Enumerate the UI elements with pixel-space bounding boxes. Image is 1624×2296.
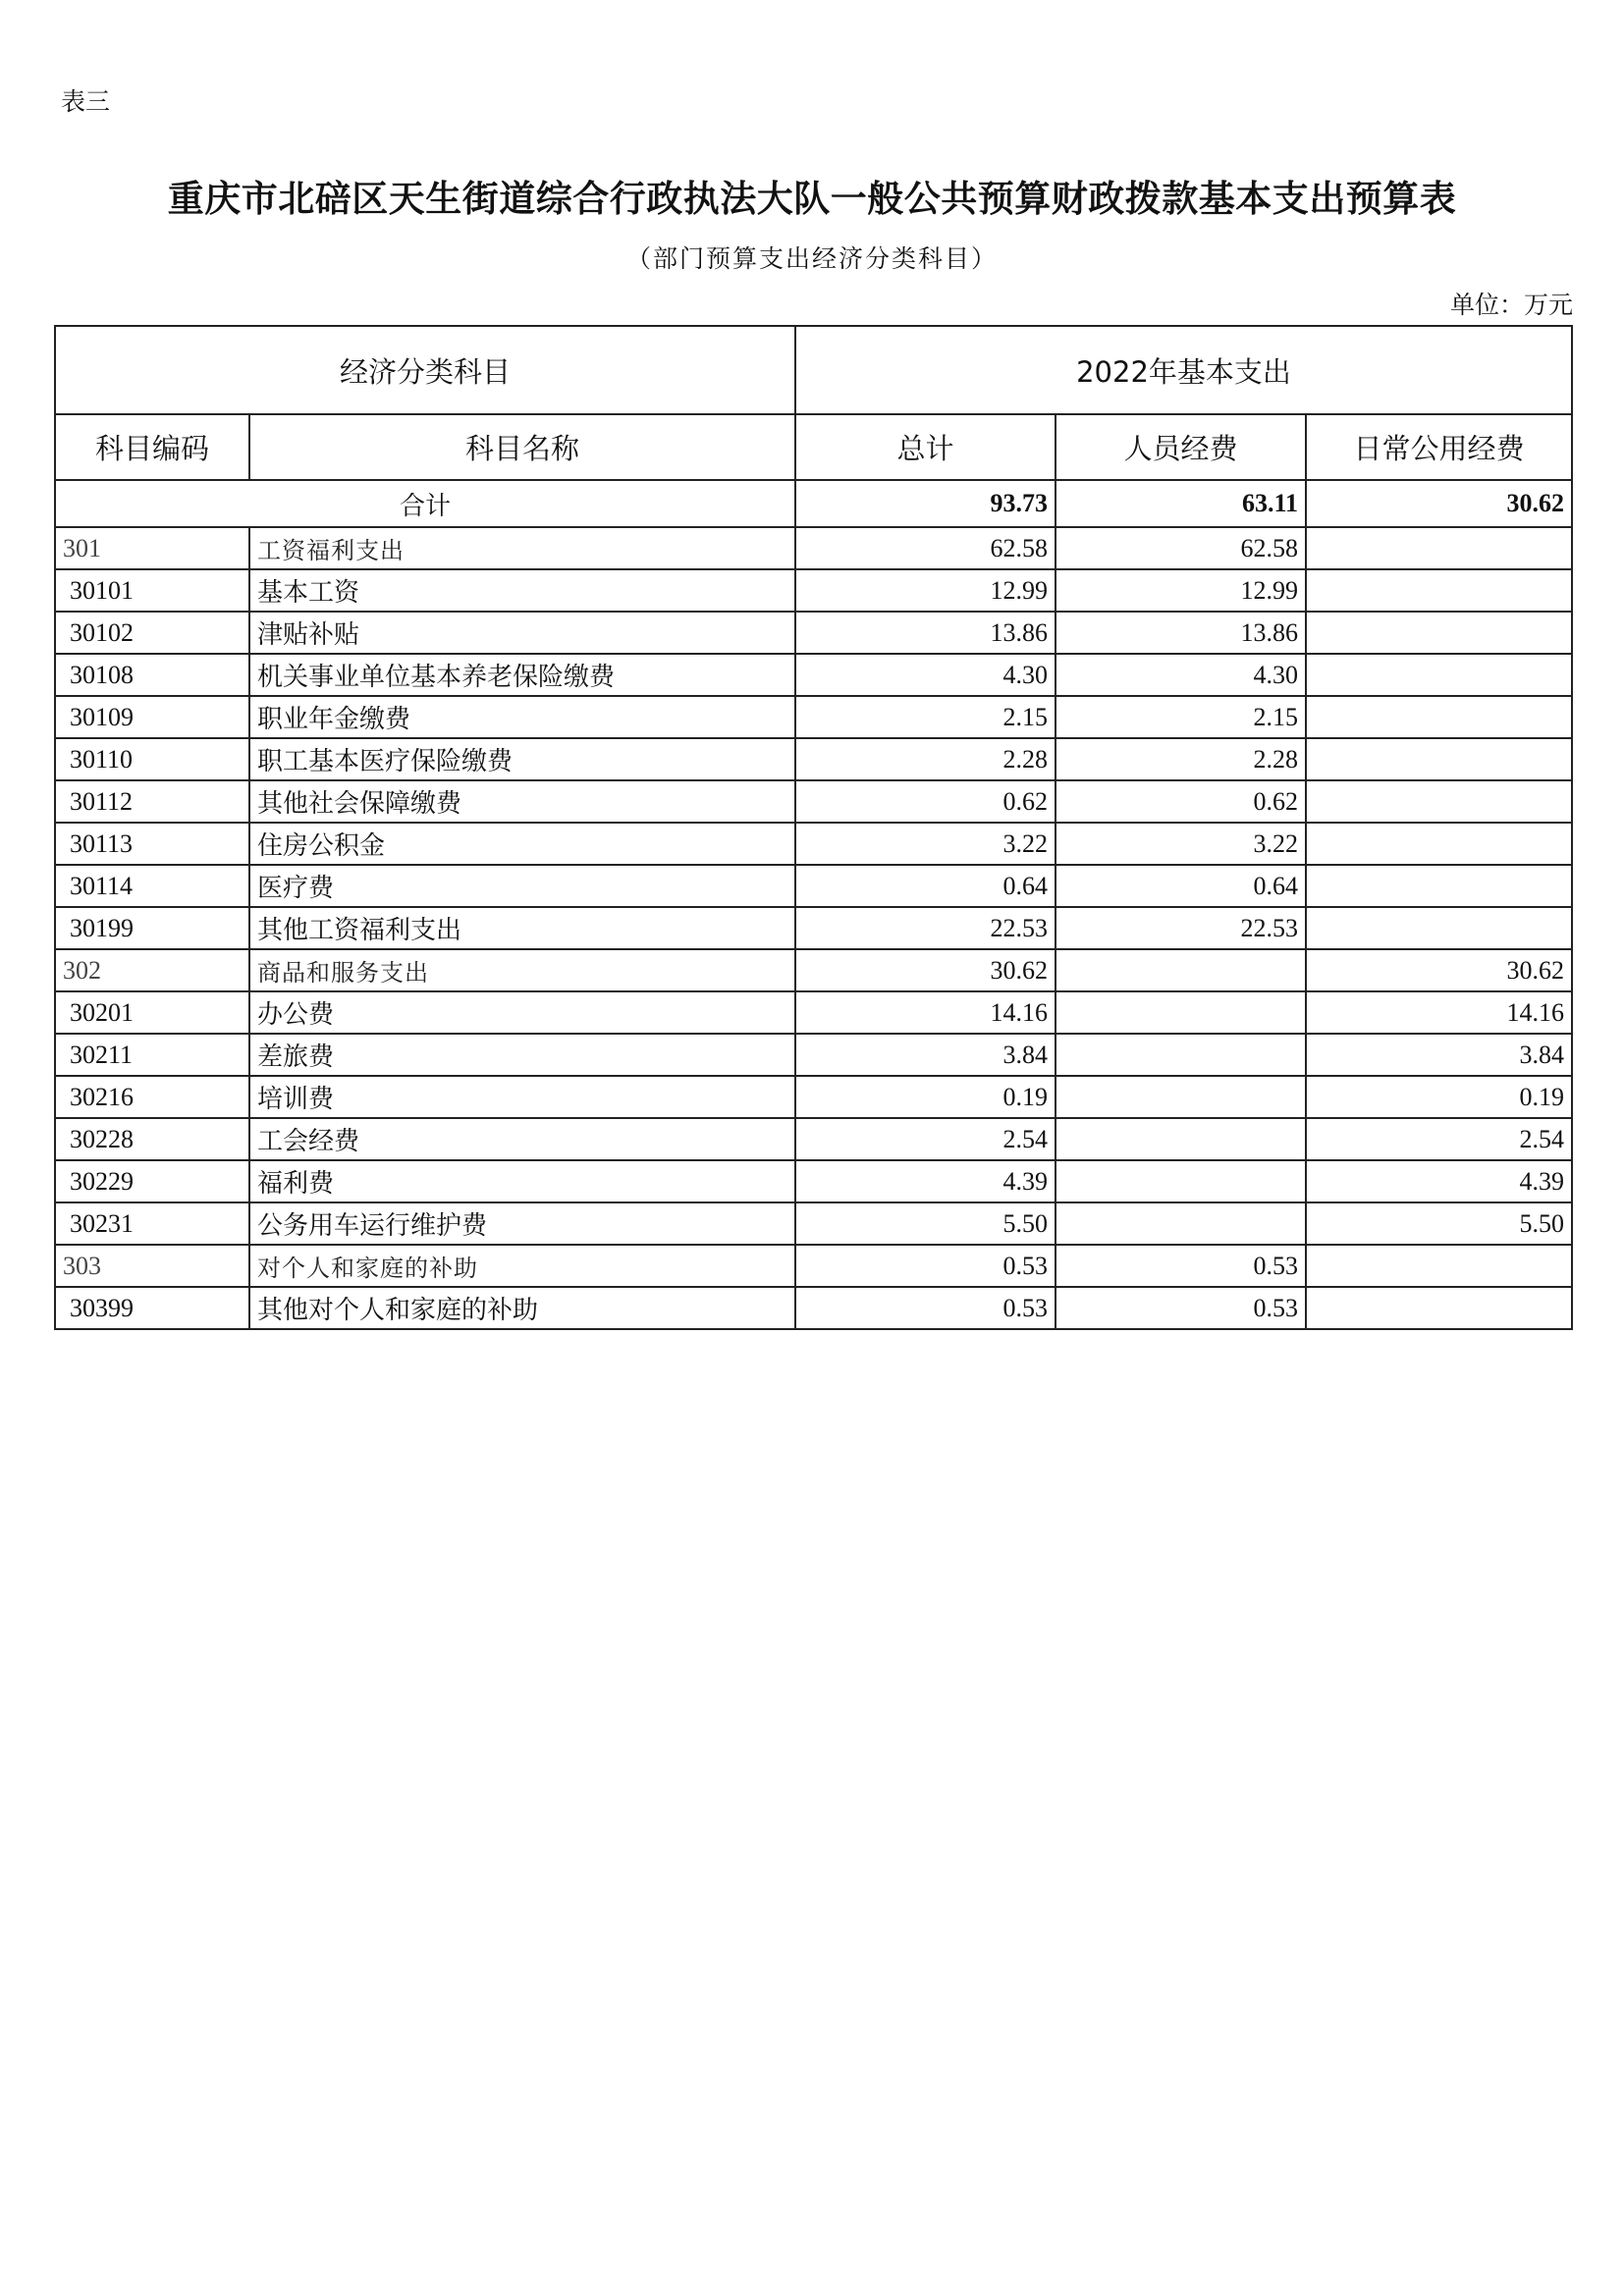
table-row [55, 991, 1572, 1034]
total-public: 30.62 [1306, 480, 1572, 527]
total-personnel: 63.11 [1056, 480, 1306, 527]
row-personnel [1056, 1202, 1306, 1245]
row-code: 30108 [55, 654, 249, 696]
row-name: 其他工资福利支出 [249, 907, 795, 949]
row-personnel [1056, 1076, 1306, 1118]
row-code: 301 [55, 527, 249, 569]
row-name: 津贴补贴 [249, 612, 795, 654]
row-name: 对个人和家庭的补助 [249, 1245, 795, 1287]
row-public [1306, 1245, 1572, 1287]
column-header-total: 总计 [795, 414, 1056, 480]
row-personnel: 0.53 [1056, 1287, 1306, 1329]
row-personnel [1056, 1034, 1306, 1076]
row-personnel [1056, 991, 1306, 1034]
table-row [55, 654, 1572, 696]
table-row [55, 738, 1572, 780]
row-total: 30.62 [795, 949, 1056, 991]
row-code: 303 [55, 1245, 249, 1287]
group-header-row [55, 326, 1572, 414]
row-personnel: 0.64 [1056, 865, 1306, 907]
row-name: 商品和服务支出 [249, 949, 795, 991]
total-label: 合计 [55, 480, 795, 527]
row-name: 办公费 [249, 991, 795, 1034]
row-total: 0.53 [795, 1287, 1056, 1329]
row-total: 0.62 [795, 780, 1056, 823]
column-header-public: 日常公用经费 [1306, 414, 1572, 480]
table-row [55, 865, 1572, 907]
row-code: 30112 [55, 780, 249, 823]
row-total: 14.16 [795, 991, 1056, 1034]
table-row [55, 1202, 1572, 1245]
row-public: 4.39 [1306, 1160, 1572, 1202]
row-public [1306, 823, 1572, 865]
row-personnel: 22.53 [1056, 907, 1306, 949]
row-personnel: 4.30 [1056, 654, 1306, 696]
row-public [1306, 780, 1572, 823]
row-code: 30199 [55, 907, 249, 949]
row-public: 14.16 [1306, 991, 1572, 1034]
row-name: 基本工资 [249, 569, 795, 612]
column-header-name: 科目名称 [249, 414, 795, 480]
row-public [1306, 738, 1572, 780]
row-public [1306, 907, 1572, 949]
row-total: 13.86 [795, 612, 1056, 654]
column-header-row [55, 414, 1572, 480]
table-row [55, 907, 1572, 949]
column-header-personnel: 人员经费 [1056, 414, 1306, 480]
row-total: 0.19 [795, 1076, 1056, 1118]
document-title: 重庆市北碚区天生街道综合行政执法大队一般公共预算财政拨款基本支出预算表 [167, 177, 1457, 220]
row-total: 2.15 [795, 696, 1056, 738]
table-row [55, 527, 1572, 569]
row-name: 培训费 [249, 1076, 795, 1118]
row-public: 30.62 [1306, 949, 1572, 991]
table-row [55, 780, 1572, 823]
row-personnel [1056, 1118, 1306, 1160]
budget-table [54, 325, 1573, 1330]
header-category: 经济分类科目 [55, 326, 795, 414]
row-total: 2.28 [795, 738, 1056, 780]
table-row [55, 1034, 1572, 1076]
table-row [55, 1287, 1572, 1329]
row-personnel: 13.86 [1056, 612, 1306, 654]
unit-label: 单位：万元 [1449, 291, 1573, 319]
row-name: 机关事业单位基本养老保险缴费 [249, 654, 795, 696]
table-row [55, 1076, 1572, 1118]
row-total: 4.30 [795, 654, 1056, 696]
row-name: 住房公积金 [249, 823, 795, 865]
row-code: 302 [55, 949, 249, 991]
row-personnel: 3.22 [1056, 823, 1306, 865]
row-public [1306, 865, 1572, 907]
row-personnel [1056, 949, 1306, 991]
row-personnel: 12.99 [1056, 569, 1306, 612]
row-name: 其他对个人和家庭的补助 [249, 1287, 795, 1329]
row-public [1306, 696, 1572, 738]
row-total: 0.64 [795, 865, 1056, 907]
row-code: 30109 [55, 696, 249, 738]
row-code: 30113 [55, 823, 249, 865]
table-row [55, 696, 1572, 738]
row-total: 0.53 [795, 1245, 1056, 1287]
row-public [1306, 612, 1572, 654]
row-name: 工会经费 [249, 1118, 795, 1160]
row-code: 30114 [55, 865, 249, 907]
row-public [1306, 569, 1572, 612]
row-code: 30229 [55, 1160, 249, 1202]
table-row [55, 1118, 1572, 1160]
header-expense-year: 2022年基本支出 [795, 326, 1572, 414]
row-public: 5.50 [1306, 1202, 1572, 1245]
row-code: 30102 [55, 612, 249, 654]
row-personnel: 2.28 [1056, 738, 1306, 780]
column-header-code: 科目编码 [55, 414, 249, 480]
row-personnel: 62.58 [1056, 527, 1306, 569]
total-total: 93.73 [795, 480, 1056, 527]
row-code: 30231 [55, 1202, 249, 1245]
row-public [1306, 527, 1572, 569]
row-total: 2.54 [795, 1118, 1056, 1160]
table-number-label: 表三 [61, 87, 111, 116]
row-public: 2.54 [1306, 1118, 1572, 1160]
row-name: 职业年金缴费 [249, 696, 795, 738]
row-name: 公务用车运行维护费 [249, 1202, 795, 1245]
row-total: 4.39 [795, 1160, 1056, 1202]
row-name: 差旅费 [249, 1034, 795, 1076]
total-row [55, 480, 1572, 527]
table-row [55, 1245, 1572, 1287]
row-name: 福利费 [249, 1160, 795, 1202]
row-total: 3.22 [795, 823, 1056, 865]
row-total: 3.84 [795, 1034, 1056, 1076]
table-row [55, 949, 1572, 991]
row-personnel: 0.62 [1056, 780, 1306, 823]
row-total: 62.58 [795, 527, 1056, 569]
row-name: 工资福利支出 [249, 527, 795, 569]
row-personnel: 2.15 [1056, 696, 1306, 738]
document-subtitle: （部门预算支出经济分类科目） [625, 244, 998, 273]
row-name: 职工基本医疗保险缴费 [249, 738, 795, 780]
row-code: 30201 [55, 991, 249, 1034]
row-code: 30101 [55, 569, 249, 612]
row-public: 3.84 [1306, 1034, 1572, 1076]
table-row [55, 823, 1572, 865]
table-row [55, 1160, 1572, 1202]
row-total: 12.99 [795, 569, 1056, 612]
table-row [55, 569, 1572, 612]
row-name: 其他社会保障缴费 [249, 780, 795, 823]
row-name: 医疗费 [249, 865, 795, 907]
row-total: 22.53 [795, 907, 1056, 949]
row-personnel: 0.53 [1056, 1245, 1306, 1287]
table-row [55, 612, 1572, 654]
row-personnel [1056, 1160, 1306, 1202]
row-public [1306, 1287, 1572, 1329]
row-public [1306, 654, 1572, 696]
row-code: 30110 [55, 738, 249, 780]
row-code: 30399 [55, 1287, 249, 1329]
row-code: 30228 [55, 1118, 249, 1160]
row-code: 30216 [55, 1076, 249, 1118]
row-public: 0.19 [1306, 1076, 1572, 1118]
row-total: 5.50 [795, 1202, 1056, 1245]
row-code: 30211 [55, 1034, 249, 1076]
